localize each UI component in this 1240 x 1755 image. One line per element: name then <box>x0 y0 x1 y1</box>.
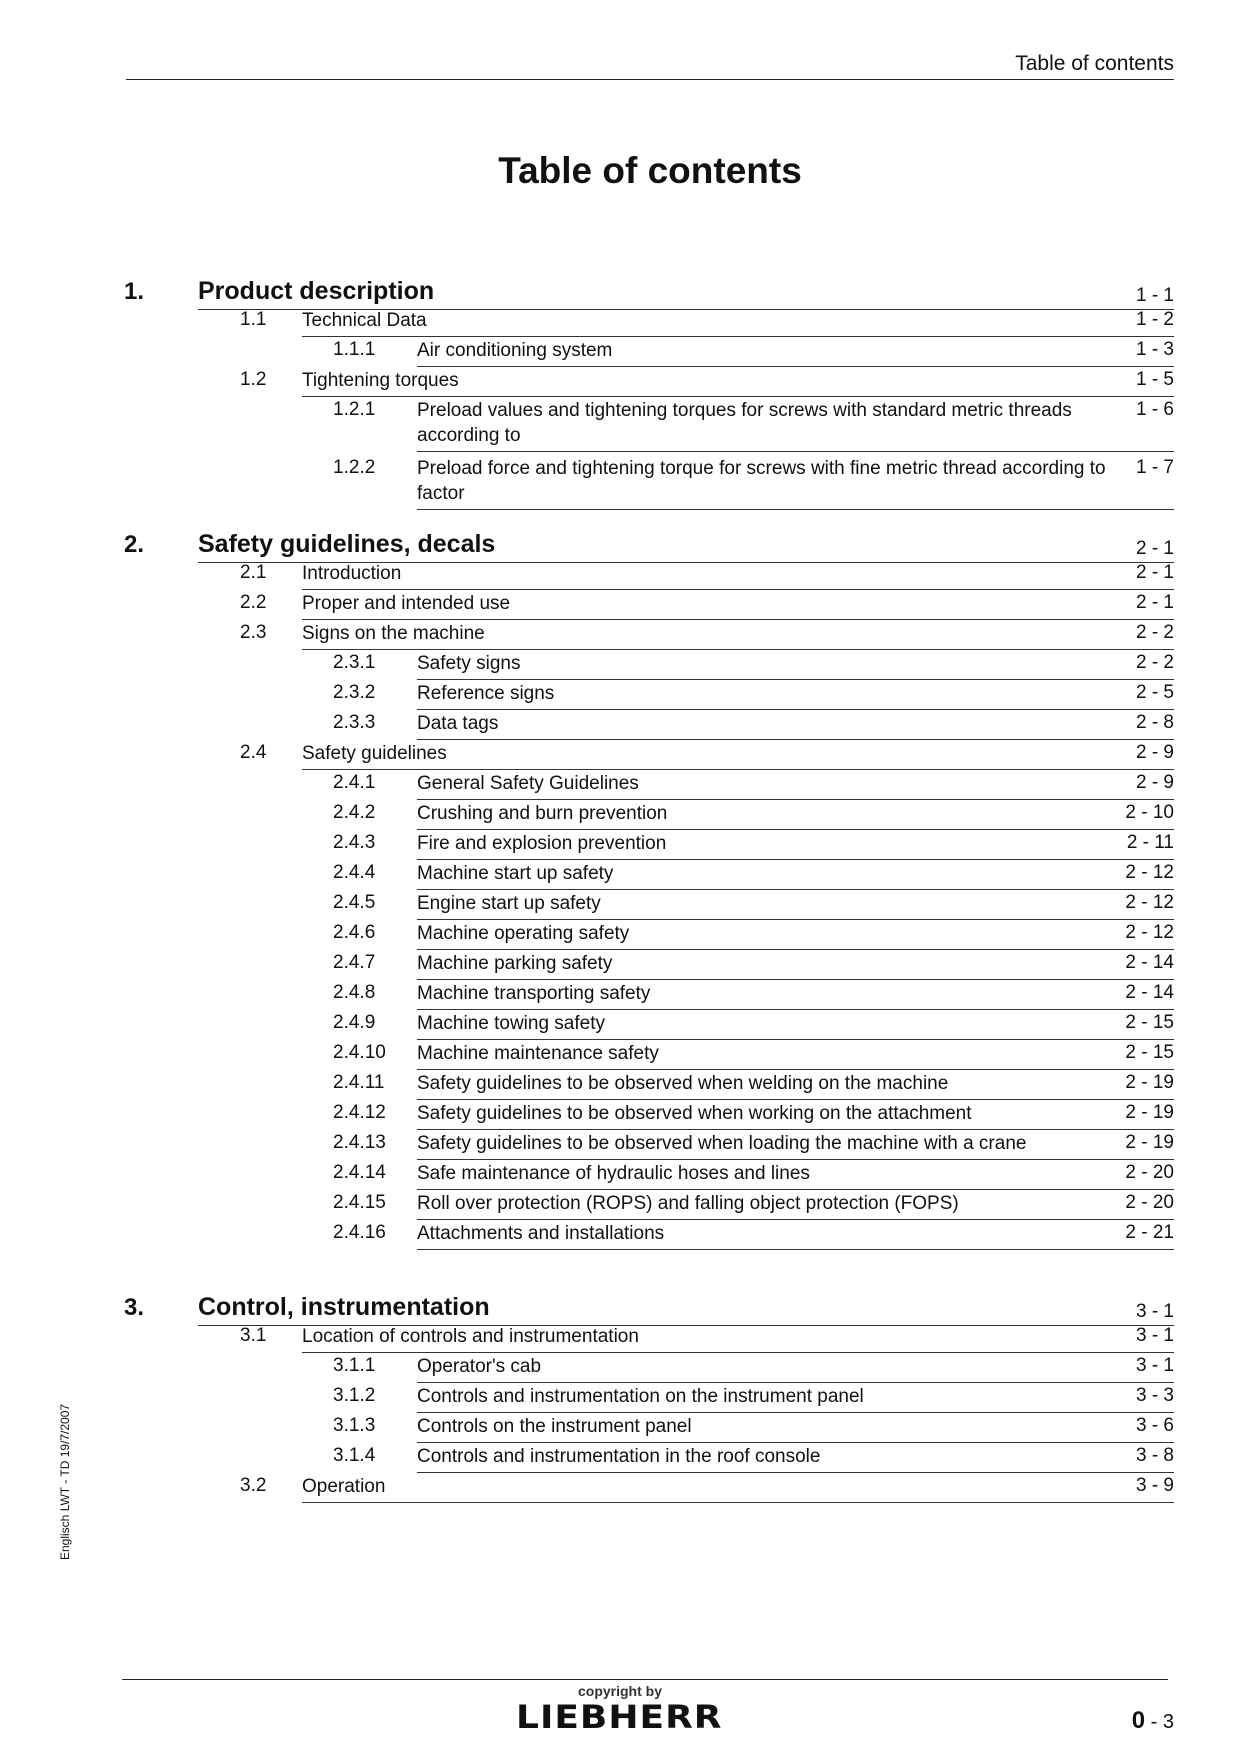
toc-entry-page: 2 - 11 <box>1126 832 1174 853</box>
toc-entry-number: 3.1.3 <box>333 1415 376 1436</box>
toc-entry-title[interactable]: Crushing and burn prevention <box>417 801 1174 830</box>
toc-entry-number: 3.1.2 <box>333 1385 376 1406</box>
toc-entry-title[interactable]: Roll over protection (ROPS) and falling object protection (FOPS) <box>417 1191 1174 1220</box>
toc-entry-number: 2.4.11 <box>333 1072 385 1093</box>
toc-entry-page: 2 - 14 <box>1125 982 1174 1003</box>
toc-entry-number: 2.4.15 <box>333 1192 386 1213</box>
toc-entry-title[interactable]: Machine start up safety <box>417 861 1174 890</box>
toc-entry-page: 1 - 5 <box>1135 369 1174 390</box>
toc-entry-number: 2.3 <box>240 622 267 643</box>
toc-entry-number: 3.2 <box>240 1475 267 1496</box>
toc-entry-page: 3 - 8 <box>1135 1445 1174 1466</box>
toc-entry-title[interactable]: Tightening torques <box>302 368 1174 397</box>
toc-entry-title[interactable]: Location of controls and instrumentation <box>302 1324 1174 1353</box>
toc-entry-page: 3 - 3 <box>1135 1385 1174 1406</box>
toc-entry-title[interactable]: Control, instrumentation <box>198 1292 1174 1326</box>
toc-entry-page: 1 - 3 <box>1135 339 1174 360</box>
toc-entry-page: 2 - 21 <box>1125 1222 1174 1243</box>
toc-entry-title[interactable]: Safety guidelines to be observed when working on the attachment <box>417 1101 1174 1130</box>
toc-entry-number: 1.1.1 <box>333 339 376 360</box>
toc-entry-number: 2.4.14 <box>333 1162 386 1183</box>
toc-entry-page: 3 - 6 <box>1135 1415 1174 1436</box>
footer-rule <box>122 1679 1168 1680</box>
toc-entry-title[interactable]: Reference signs <box>417 681 1174 710</box>
toc-entry-page: 2 - 15 <box>1125 1012 1174 1033</box>
copyright-text: copyright by <box>577 1683 662 1699</box>
toc-entry-number: 2.4.6 <box>333 922 376 943</box>
toc-entry-number: 2.4.2 <box>333 802 376 823</box>
toc-entry-page: 2 - 15 <box>1125 1042 1174 1063</box>
toc-entry-title[interactable]: Controls on the instrument panel <box>417 1414 1174 1443</box>
toc-entry-title[interactable]: Proper and intended use <box>302 591 1174 620</box>
toc-entry-page: 2 - 19 <box>1125 1102 1174 1123</box>
toc-entry-number: 1.1 <box>240 309 267 330</box>
toc-entry-title[interactable]: Data tags <box>417 711 1174 740</box>
toc-entry-title[interactable]: Machine operating safety <box>417 921 1174 950</box>
toc-entry-number: 2.4.10 <box>333 1042 386 1063</box>
toc-entry-title[interactable]: Machine maintenance safety <box>417 1041 1174 1070</box>
toc-entry-page: 2 - 12 <box>1125 922 1174 943</box>
toc-entry-page: 2 - 10 <box>1125 802 1174 823</box>
page-number <box>1132 1707 1174 1735</box>
toc-entry-page: 2 - 1 <box>1135 592 1174 613</box>
toc-entry-number: 2.4.16 <box>333 1222 386 1243</box>
toc-entry-page: 2 - 2 <box>1135 622 1174 643</box>
toc-entry-title[interactable]: Machine parking safety <box>417 951 1174 980</box>
toc-entry-number: 3. <box>124 1294 145 1321</box>
toc-entry-number: 2.4.1 <box>333 772 376 793</box>
toc-entry-number: 2.3.3 <box>333 712 376 733</box>
toc-entry-title[interactable]: Product description <box>198 276 1174 310</box>
toc-entry-number: 2.4.12 <box>333 1102 386 1123</box>
toc-entry-title[interactable]: Air conditioning system <box>417 338 1174 367</box>
toc-entry-title[interactable]: Safe maintenance of hydraulic hoses and lines <box>417 1161 1174 1190</box>
toc-entry-number: 1.2.1 <box>333 399 376 420</box>
toc-entry-title[interactable]: Controls and instrumentation in the roof console <box>417 1444 1174 1473</box>
toc-entry-title[interactable]: Machine towing safety <box>417 1011 1174 1040</box>
toc-entry-page: 2 - 19 <box>1125 1132 1174 1153</box>
toc-entry-number: 2.4 <box>240 742 267 763</box>
toc-entry-number: 2.4.13 <box>333 1132 386 1153</box>
toc-entry-number: 1. <box>124 278 145 305</box>
toc-entry-title[interactable]: Safety guidelines, decals <box>198 529 1174 563</box>
toc-entry-number: 1.2.2 <box>333 457 376 478</box>
page-num: 3 <box>1162 1711 1174 1733</box>
toc-entry-title[interactable]: Engine start up safety <box>417 891 1174 920</box>
toc-entry-page: 1 - 6 <box>1135 399 1174 420</box>
toc-entry-title[interactable]: Preload force and tightening torque for screws with fine metric thread according to factor <box>417 456 1174 510</box>
toc-entry-number: 2.4.5 <box>333 892 376 913</box>
toc-entry-number: 2.1 <box>240 562 267 583</box>
toc-entry-title[interactable]: Operator's cab <box>417 1354 1174 1383</box>
page-chapter: 0 <box>1131 1707 1146 1734</box>
toc-entry-title[interactable]: Signs on the machine <box>302 621 1174 650</box>
header-rule <box>126 79 1174 80</box>
toc-entry-page: 2 - 19 <box>1125 1072 1174 1093</box>
toc-entry-page: 2 - 1 <box>1135 562 1174 583</box>
toc-entry-number: 2.2 <box>240 592 267 613</box>
toc-entry-page: 2 - 1 <box>1135 538 1174 559</box>
toc-entry-title[interactable]: Safety signs <box>417 651 1174 680</box>
toc-entry-page: 2 - 12 <box>1125 892 1174 913</box>
toc-entry-page: 2 - 14 <box>1125 952 1174 973</box>
toc-entry-number: 2.4.7 <box>333 952 376 973</box>
toc-entry-page: 2 - 20 <box>1125 1192 1174 1213</box>
toc-entry-title[interactable]: General Safety Guidelines <box>417 771 1174 800</box>
toc-entry-title[interactable]: Operation <box>302 1474 1174 1503</box>
toc-entry-number: 2.4.4 <box>333 862 376 883</box>
toc-entry-page: 2 - 2 <box>1135 652 1174 673</box>
toc-entry-title[interactable]: Safety guidelines <box>302 741 1174 770</box>
toc-entry-number: 3.1.1 <box>333 1355 376 1376</box>
toc-entry-page: 2 - 5 <box>1135 682 1174 703</box>
toc-entry-number: 2.3.2 <box>333 682 376 703</box>
toc-entry-page: 1 - 2 <box>1135 309 1174 330</box>
toc-entry-number: 2.3.1 <box>333 652 376 673</box>
toc-entry-title[interactable]: Technical Data <box>302 308 1174 337</box>
side-note: Englisch LWT - TD 19/7/2007 <box>58 1403 72 1560</box>
toc-entry-page: 1 - 7 <box>1135 457 1174 478</box>
liebherr-logo: LIEBHERR <box>516 1699 723 1736</box>
toc-entry-title[interactable]: Controls and instrumentation on the instrument panel <box>417 1384 1174 1413</box>
toc-entry-number: 3.1.4 <box>333 1445 376 1466</box>
toc-entry-title[interactable]: Introduction <box>302 561 1174 590</box>
toc-entry-number: 2. <box>124 531 145 558</box>
toc-entry-page: 2 - 9 <box>1135 742 1174 763</box>
toc-entry-page: 3 - 1 <box>1135 1301 1174 1322</box>
toc-entry-page: 3 - 9 <box>1135 1475 1174 1496</box>
toc-entry-page: 2 - 8 <box>1135 712 1174 733</box>
toc-entry-title[interactable]: Attachments and installations <box>417 1221 1174 1250</box>
running-header-title: Table of contents <box>1015 52 1174 75</box>
toc-entry-title[interactable]: Safety guidelines to be observed when loading the machine with a crane <box>417 1131 1174 1160</box>
page-title: Table of contents <box>498 150 802 191</box>
toc-entry-title[interactable]: Safety guidelines to be observed when welding on the machine <box>417 1071 1174 1100</box>
toc-entry-page: 3 - 1 <box>1135 1355 1174 1376</box>
toc-entry-number: 2.4.8 <box>333 982 376 1003</box>
toc-entry-page: 2 - 12 <box>1125 862 1174 883</box>
toc-entry-number: 1.2 <box>240 369 267 390</box>
toc-entry-number: 3.1 <box>240 1325 267 1346</box>
toc-entry-page: 1 - 1 <box>1135 285 1174 306</box>
toc-entry-title[interactable]: Fire and explosion prevention <box>417 831 1174 860</box>
toc-entry-title[interactable]: Machine transporting safety <box>417 981 1174 1010</box>
toc-entry-title[interactable]: Preload values and tightening torques for screws with standard metric threads according to <box>417 398 1174 452</box>
toc-entry-page: 2 - 9 <box>1135 772 1174 793</box>
page-separator: - <box>1145 1711 1163 1733</box>
toc-entry-number: 2.4.3 <box>333 832 376 853</box>
toc-entry-page: 2 - 20 <box>1125 1162 1174 1183</box>
toc-entry-number: 2.4.9 <box>333 1012 376 1033</box>
toc-entry-page: 3 - 1 <box>1135 1325 1174 1346</box>
